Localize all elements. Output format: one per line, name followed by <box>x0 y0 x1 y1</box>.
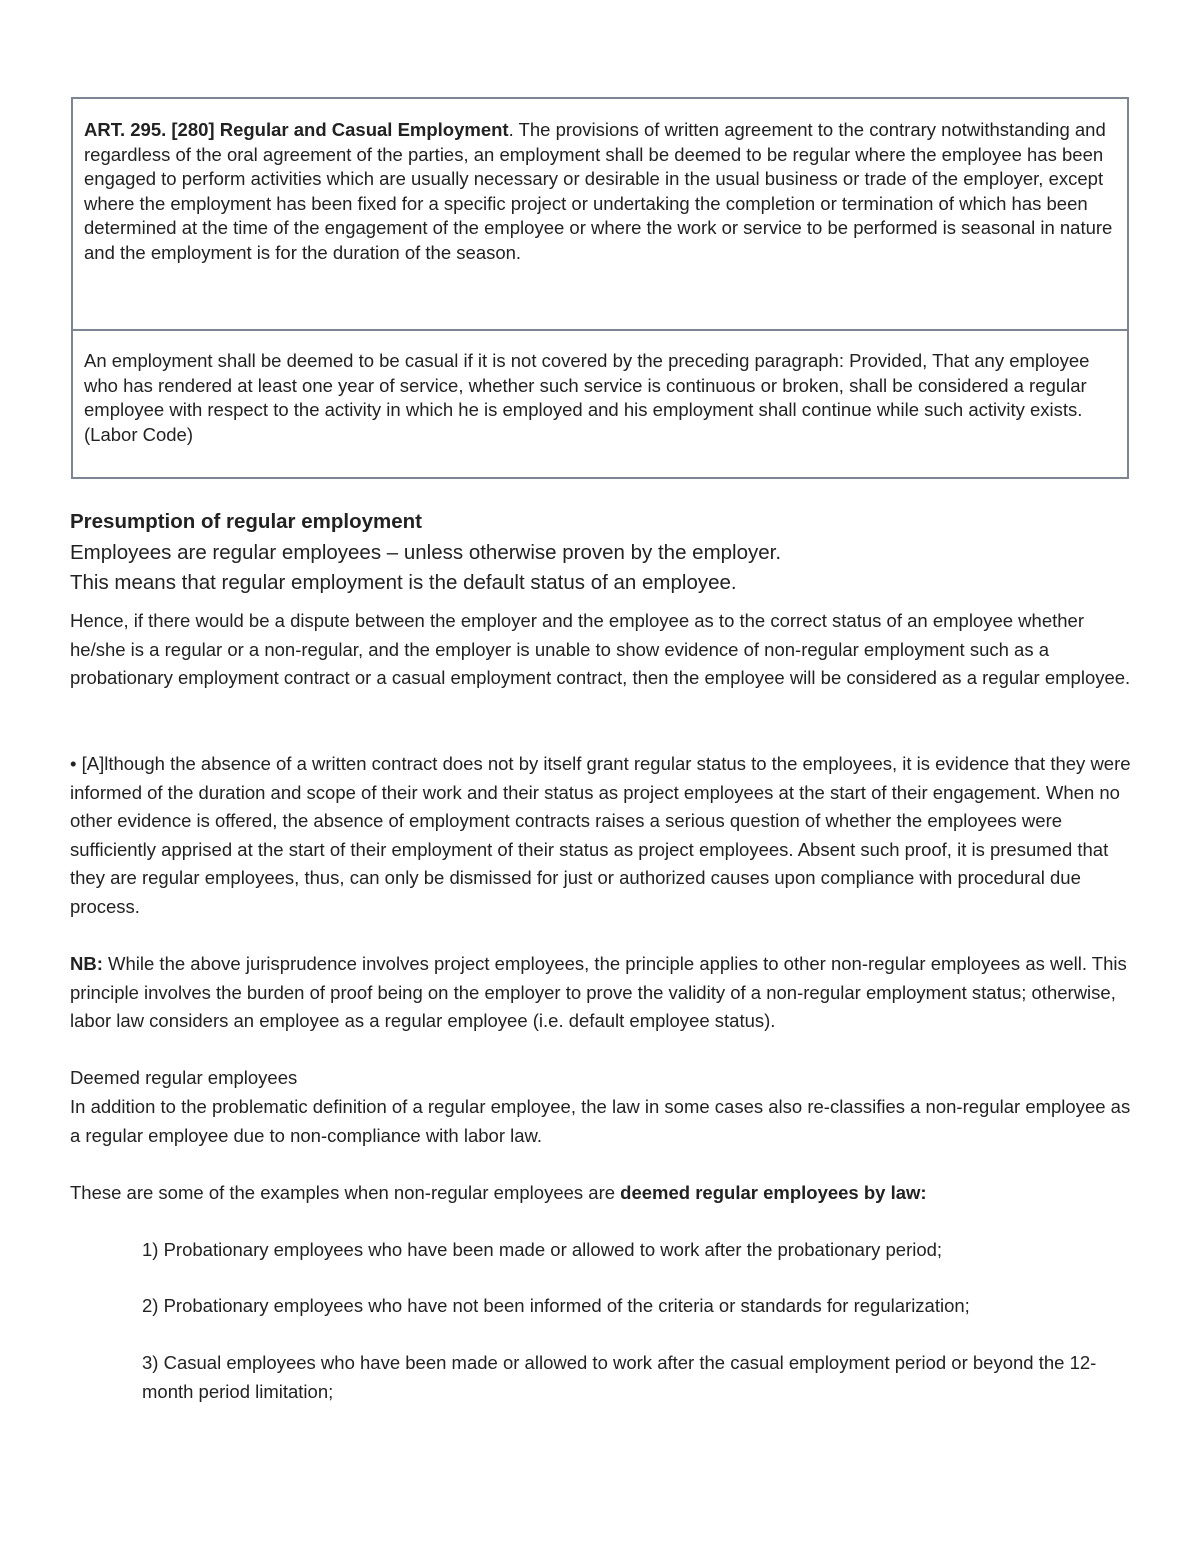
nb-paragraph <box>70 950 1132 1036</box>
list-item: 2) Probationary employees who have not been informed of the criteria or standards for regularization; <box>142 1295 970 1316</box>
article-paragraph-regular <box>84 118 1115 265</box>
examples-intro <box>70 1179 927 1208</box>
jurisprudence-bullet: • [A]lthough the absence of a written contract does not by itself grant regular status to the employees, it is evidence that they were informed of the duration and scope of their work and their status as project employees at the start of their engagement. When no other evidence is offered, the absence of employment contracts raises a serious question of whether the employees were sufficiently apprised at the start of their employment of their status as project employees. Absent such proof, it is presumed that they are regular employees, thus, can only be dismissed for just or authorized causes upon compliance with procedural due process. <box>70 753 1131 917</box>
presumption-title: Presumption of regular employment <box>70 510 422 533</box>
presumption-lead-1: Employees are regular employees – unless otherwise proven by the employer. <box>70 541 782 564</box>
examples-bold: deemed regular employees by law: <box>620 1182 927 1203</box>
deemed-intro: In addition to the problematic definition of a regular employee, the law in some cases also re-classifies a non-regular employee as a regular employee due to non-compliance with labor law. <box>70 1096 1131 1146</box>
list-item: 1) Probationary employees who have been made or allowed to work after the probationary period; <box>142 1239 943 1260</box>
nb-text: While the above jurisprudence involves project employees, the principle applies to other non-regular employees as well. This principle involves the burden of proof being on the employer to prove the validity of a non-regular employment status; otherwise, labor law considers an employee as a regular employee (i.e. default employee status). <box>70 953 1127 1031</box>
article-paragraph-casual: An employment shall be deemed to be casual if it is not covered by the preceding paragraph: Provided, That any employee who has rendered at least one year of service, whether such service is continuous or broken, shall be considered a regular employee with respect to the activity in which he is employed and his employment shall continue while such activity exists. (Labor Code) <box>84 350 1090 445</box>
article-cell-regular <box>73 99 1127 331</box>
examples-prefix: These are some of the examples when non-regular employees are <box>70 1182 621 1203</box>
article-cell-casual <box>73 331 1127 477</box>
article-paragraph-regular-text: . The provisions of written agreement to the contrary notwithstanding and regardless of the oral agreement of the parties, an employment shall be deemed to be regular where the employee has been engaged to perform activities which are usually necessary or desirable in the usual business or trade of the employer, except where the employment has been fixed for a specific project or undertaking the completion or termination of which has been determined at the time of the engagement of the employee or where the work or service to be performed is seasonal in nature and the employment is for the duration of the season. <box>84 119 1113 263</box>
deemed-title: Deemed regular employees <box>70 1067 298 1088</box>
article-heading: ART. 295. [280] Regular and Casual Employment <box>84 119 509 140</box>
presumption-lead-2: This means that regular employment is the default status of an employee. <box>70 571 737 594</box>
hence-paragraph: Hence, if there would be a dispute between the employer and the employee as to the correct status of an employee whether he/she is a regular or a non-regular, and the employer is unable to show evidence of non-regular employment such as a probationary employment contract or a casual employment contract, then the employee will be considered as a regular employee. <box>70 610 1131 688</box>
list-item: 3) Casual employees who have been made or allowed to work after the casual employment period or beyond the 12-month period limitation; <box>142 1352 1097 1402</box>
article-table <box>71 97 1129 479</box>
nb-label: NB: <box>70 953 103 974</box>
